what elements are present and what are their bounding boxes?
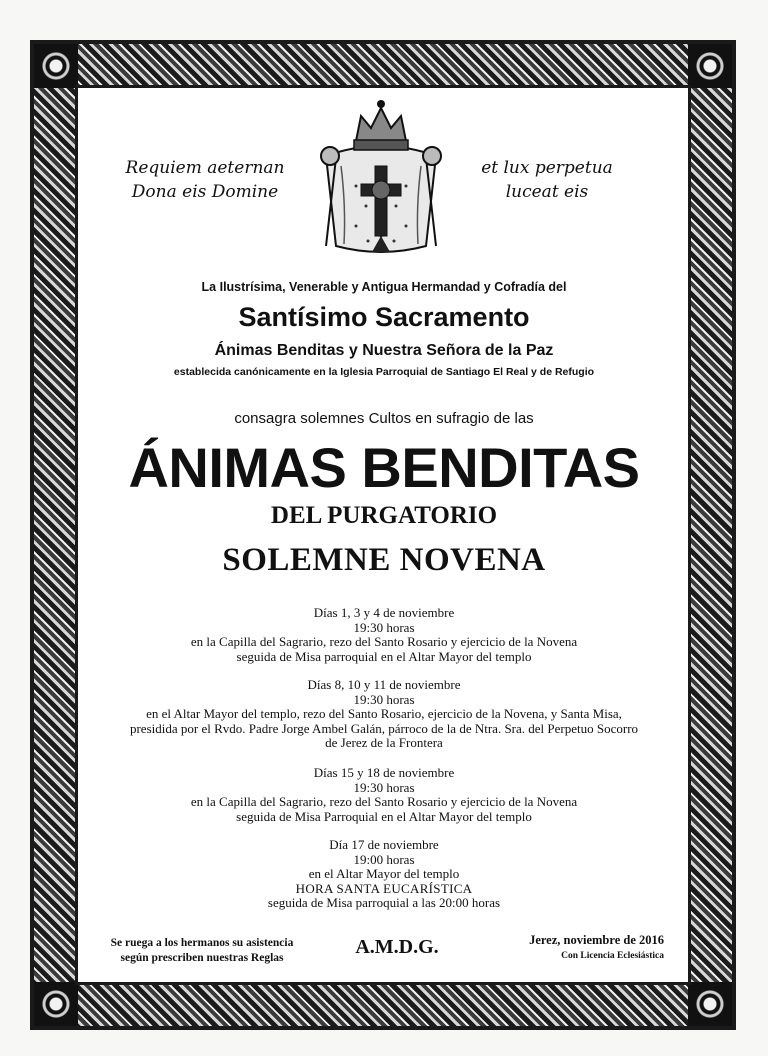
footer-licencia: Con Licencia Eclesiástica bbox=[561, 951, 664, 961]
motto-right-line2: luceat eis bbox=[505, 182, 589, 202]
motto-right bbox=[472, 156, 622, 204]
schedule-line: en el Altar Mayor del templo bbox=[308, 866, 460, 881]
schedule-line: seguida de Misa parroquial en el Altar Mayor del templo bbox=[236, 648, 532, 664]
schedule-days: Día 17 de noviembre bbox=[329, 837, 439, 852]
schedule-line: seguida de Misa parroquial a las 20:00 horas bbox=[267, 895, 501, 910]
schedule-block bbox=[74, 606, 694, 664]
border-corner-ornament bbox=[34, 982, 78, 1026]
schedule-time: 19:30 horas bbox=[353, 779, 415, 795]
footer-left-line2: según prescriben nuestras Reglas bbox=[120, 952, 284, 964]
schedule-block bbox=[74, 838, 694, 911]
motto-left bbox=[120, 156, 290, 204]
border-corner-ornament bbox=[688, 982, 732, 1026]
schedule-time: 19:30 horas bbox=[353, 619, 415, 635]
footer-left-line1: Se ruega a los hermanos su asistencia bbox=[110, 937, 294, 949]
schedule-block bbox=[74, 766, 694, 824]
amdg-text: A.M.D.G. bbox=[355, 936, 439, 958]
schedule-line: en el Altar Mayor del templo, rezo del Santo Rosario, ejercicio de la Novena, y Santa Misa, bbox=[146, 706, 622, 721]
footer-request bbox=[102, 936, 302, 966]
schedule-time: 19:30 horas bbox=[353, 691, 415, 707]
schedule-time: 19:00 horas bbox=[353, 851, 415, 867]
consagra-text: consagra solemnes Cultos en sufragio de las bbox=[234, 410, 534, 427]
page-subtitle: Ánimas Benditas y Nuestra Señora de la Paz bbox=[214, 342, 554, 359]
footer-date-block bbox=[494, 932, 664, 964]
border-corner-ornament bbox=[34, 44, 78, 88]
schedule-line: seguida de Misa Parroquial en el Altar Mayor del templo bbox=[236, 808, 532, 824]
motto-left-line1: Requiem aeternan bbox=[125, 158, 285, 178]
schedule-line: en la Capilla del Sagrario, rezo del Santo Rosario y ejercicio de la Novena bbox=[190, 794, 578, 809]
border-corner-ornament bbox=[688, 44, 732, 88]
established-text: establecida canónicamente en la Iglesia Parroquial de Santiago El Real y de Refugio bbox=[173, 366, 595, 378]
schedule-days: Días 1, 3 y 4 de noviembre bbox=[313, 605, 455, 620]
schedule-line: en la Capilla del Sagrario, rezo del Santo Rosario y ejercicio de la Novena bbox=[190, 634, 578, 649]
purgatorio-heading: DEL PURGATORIO bbox=[270, 502, 498, 529]
motto-right-line1: et lux perpetua bbox=[481, 158, 613, 178]
schedule-line: de Jerez de la Frontera bbox=[325, 735, 443, 750]
document-content bbox=[74, 84, 694, 984]
motto-left-line2: Dona eis Domine bbox=[131, 182, 279, 202]
schedule-block bbox=[74, 678, 694, 751]
animas-heading: ÁNIMAS BENDITAS bbox=[128, 436, 640, 499]
crest-icon bbox=[306, 96, 456, 266]
schedule-days: Días 15 y 18 de noviembre bbox=[313, 765, 455, 780]
footer-date: Jerez, noviembre de 2016 bbox=[529, 933, 664, 947]
page-title: Santísimo Sacramento bbox=[238, 302, 530, 332]
schedule-days: Días 8, 10 y 11 de noviembre bbox=[307, 677, 461, 692]
schedule-line: HORA SANTA EUCARÍSTICA bbox=[295, 880, 473, 896]
brotherhood-name: La Ilustrísima, Venerable y Antigua Hermandad y Cofradía del bbox=[201, 280, 567, 294]
novena-heading: SOLEMNE NOVENA bbox=[222, 542, 546, 578]
schedule-line: presidida por el Rvdo. Padre Jorge Ambel Galán, párroco de la de Ntra. Sra. del Perpetuo Socorro bbox=[129, 720, 639, 736]
